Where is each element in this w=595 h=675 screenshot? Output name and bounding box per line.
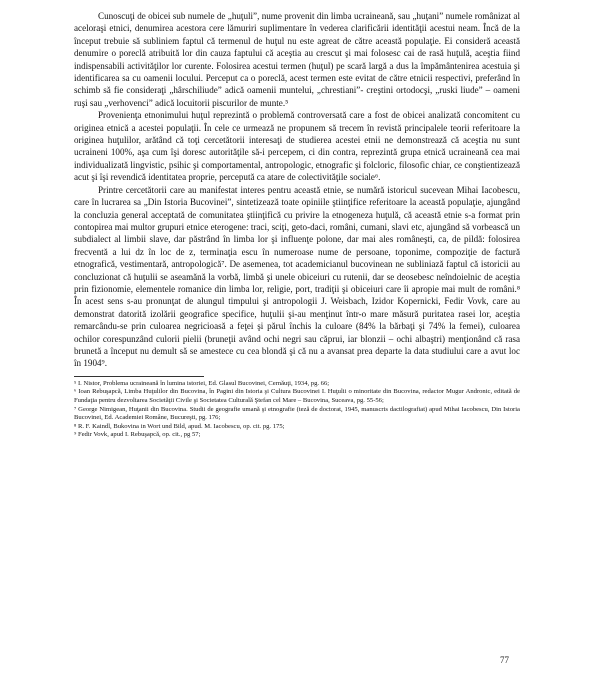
paragraph-2: Provenienţa etnonimului huţul reprezintă o problemă controversată care a fost de obicei analizată concomitent cu originea etnică a acestei populaţii. În cele ce urmează ne propunem să trecem în revistă principalele teorii referitoare la originea huţulilor, arătând că toţi cercetătorii interesaţi de studierea acestei etnii ne demonstrează că aceştia nu sunt ucraineni 100%, aşa cum îşi doresc autorităţile să-i percepem, ci din contra, reprezintă grupa etnică ucraineană cea mai individualizată lingvistic, psihic şi comportamental, antropologic, etnografic şi folcloric, filosofic chiar, ce conştientizează acut şi îşi revendică identitatea proprie, percepută ca atare de colectivităţile sociale⁶. xyxy=(74,110,520,183)
document-page xyxy=(74,10,520,440)
footnote-5: ⁵ I. Nistor, Problema ucraineană în lumina istoriei, Ed. Glasul Bucovinei, Cernăuţi, 1934, pg. 66; xyxy=(74,379,330,387)
paragraph-3: Printre cercetătorii care au manifestat interes pentru această etnie, se numără istoricul sucevean Mihai Iacobescu, care în lucrarea sa „Din Istoria Bucovinei”, sintetizează toate opiniile ştiinţifice referitoare la această populaţie, ajungând la concluzia general acceptată de comunitatea ştiinţifică cu privire la etnogeneza huţulă, că această etnie s-a format prin contopirea mai multor grupuri etnice eterogene: traci, sciţi, geto-daci, români, cumani, slavi etc, ajungând să vorbească un subdialect al limbii slave, dar păstrând în limba lor şi influenţe polone, dar mai ales româneşti, ca, de pildă: folosirea frecventă a lui dz în loc de z, terminaţia escu în numeroase nume de persoane, toponime, compoziţie de factură etnografică, vestimentară, antropologică⁷. De asemenea, tot academicianul bucovinean ne subliniază faptul că istoricii au concluzionat că huţulii se aseamănă la vorbă, limbă şi unele obiceiuri cu rutenii, dar se deosebesc neîndoielnic de aceştia prin fizionomie, elementele romanice din limba lor, religie, port, tradiţii şi obiceiuri care îi apropie mai mult de români.⁸ În acest sens s-au pronunţat de alungul timpului şi antropologii J. Weisbach, Izidor Kopernicki, Fedir Vovk, care au demonstrat datorită izolării geografice specifice, huţulii şi-au menţinut într-o mare măsură puritatea rasei lor, aceştia remarcându-se prin culoarea negricioasă a feţei şi părul închis la culoare (84% la bărbaţi şi 74% la femei), culoarea ochilor corespunzând culorii pielii (bruneţii având ochi negri sau căprui, iar blonzii – ochi albaştri) menţionând că rasa brunetă a început nu demult să se amestece cu cea blondă şi că nu a avansat prea departe la data studiului care a avut loc în 1904⁹. xyxy=(74,184,520,369)
footnote-8: ⁸ R. F. Kaindl, Bukovina in Wort und Bild, apud. M. Iacobescu, op. cit. pg. 175; xyxy=(74,422,285,430)
paragraph-1: Cunoscuţi de obicei sub numele de „huţuli”, nume provenit din limba ucraineană, sau „huţani” numele românizat al aceloraşi etnici, denumirea acestora cere lămuriri suplimentare în vederea clarificării identităţii acestui neam. Încă de la început trebuie să subliniem faptul că termenul de huţul nu este agreat de către această populaţie. Ei consideră această denumire o poreclă atribuită lor din cauza faptului că aceştia au crescut şi mai folosesc cai de rasă huţulă, aceştia fiind indispensabili activităţilor lor curente. Folosirea acestui termen (huţul) pe scară largă a dus la împământenirea acestuia şi identificarea sa cu oamenii locului. Perceput ca o poreclă, acest termen este evitat de către etnicii respectivi, preferând în schimb să fie consideraţi „hârschiliude” adică oamenii muntelui, „chrestiani”- creştini ortodocşi, „ruski liude” – oameni ruşi sau „verhovenci” adică locuitorii piscurilor de munte.⁵ xyxy=(74,11,520,108)
footnote-6: ⁶ Ioan Rebuşapcă, Limba Huţulilor din Bucovina, în Pagini din Istoria şi Cultura Bucovinei I. Huţulii o minoritate din Bucovina, redactor Mugur Andronic, editată de Fundaţia pentru dezvoltarea Societăţii Civile şi Societatea Culturală Ştefan cel Mare – Bucovina, Suceava, pg. 55-56; xyxy=(74,388,520,404)
footnote-7: ⁷ George Nimigean, Huţanii din Bucovina. Studii de geografie umană şi etnografie (teză de doctorat, 1945, manuscris dactilografiat) apud Mihai Iacobescu, Din Istoria Bucovinei, Ed. Academiei Române, Bucureşti, pg. 176; xyxy=(74,405,520,422)
footnote-separator xyxy=(74,376,204,377)
body-text xyxy=(74,10,520,370)
footnotes xyxy=(74,380,520,440)
page-number: 77 xyxy=(500,655,509,665)
footnote-9: ⁹ Fedir Vovk, apud I. Rebuşapcă, op. cit., pg 57; xyxy=(74,431,201,439)
